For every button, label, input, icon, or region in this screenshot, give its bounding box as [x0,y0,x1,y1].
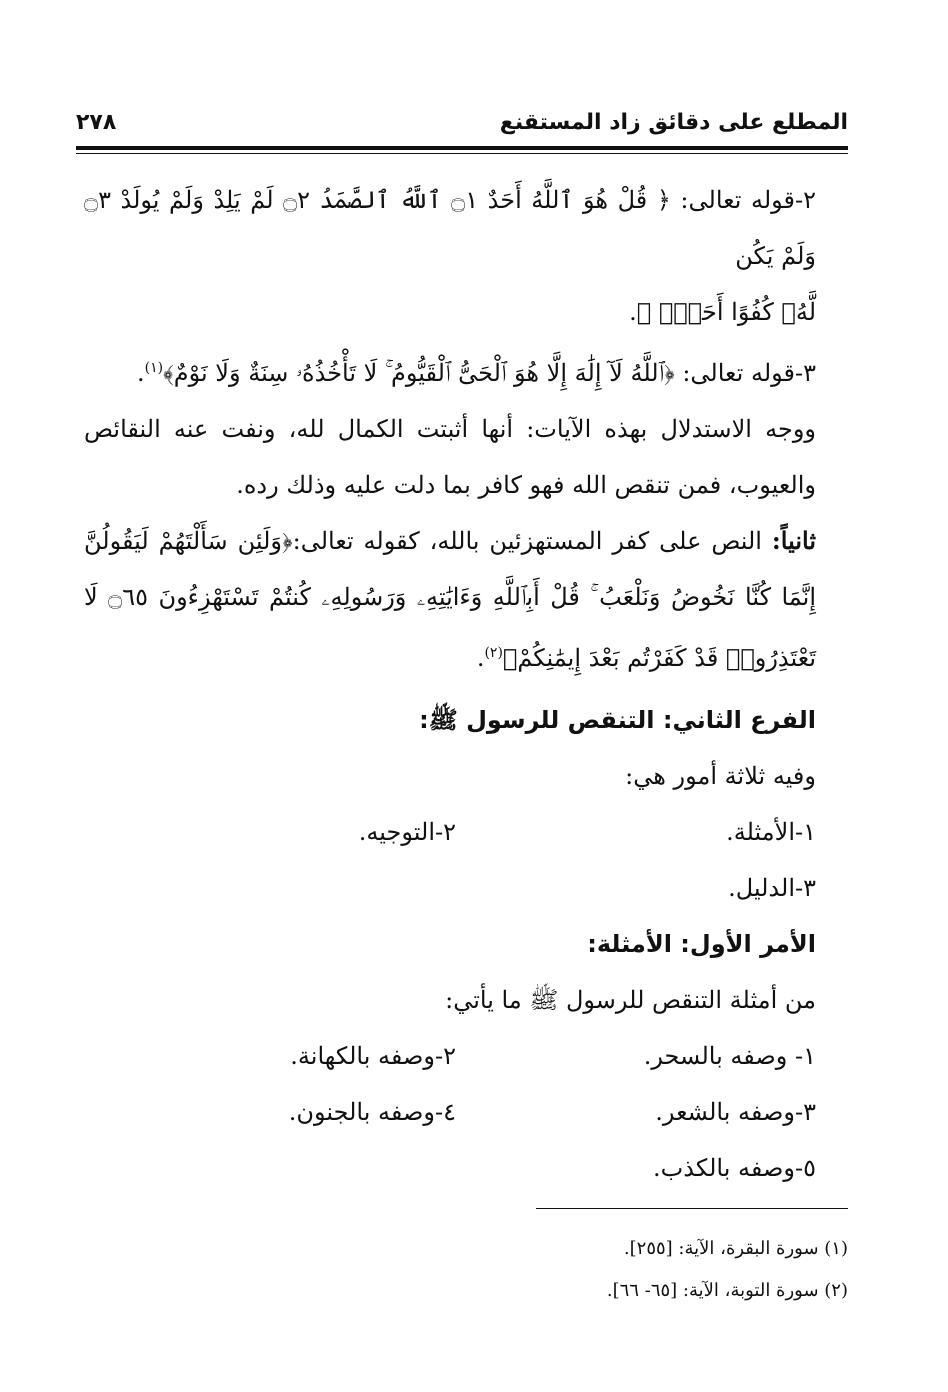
second-label: ثانياً: [771,526,816,555]
footnote-ref-2: (٢) [484,645,503,661]
page-header [76,108,848,148]
list-item-2: ٢-التوجيه. [358,818,456,846]
branch-heading: الفرع الثاني: التنقص للرسول ﷺ: [419,706,816,734]
footnote-divider [536,1208,848,1209]
footnote-2: (٢) سورة التوبة، الآية: [٦٥- ٦٦]. [606,1280,848,1301]
first-matter-heading: الأمر الأول: الأمثلة: [587,930,816,958]
example-item-2: ٢-وصفه بالكهانة. [290,1042,456,1070]
second-paragraph [84,513,816,686]
item3-end: . [136,359,145,387]
footnotes [200,1228,848,1312]
item2-line1: ٢-قوله تعالى: ﴿ قُلْ هُوَ ٱللَّهُ أَحَدٌ ۝١ ٱللَّهُ ٱلصَّمَدُ ۝٢ لَمْ يَلِدْ وَلَمْ يُولَدْ ۝٣ وَلَمْ يَكُن [84,186,817,270]
second-text: النص على كفر المستهزئين بالله، كقوله تعالى:﴿وَلَئِن سَأَلْتَهُمْ لَيَقُولُنَّ إِنَّمَا كُنَّا نَخُوضُ وَنَلْعَبُ ۚ قُلْ أَبِٱللَّهِ وَءَايَٰتِهِۦ وَرَسُولِهِۦ كُنتُمْ تَسْتَهْزِءُونَ ۝٦٥ لَا تَعْتَذِرُوا۟ قَدْ كَفَرْتُم بَعْدَ إِيمَٰنِكُمْ﴾ [84,527,816,672]
footnote-ref-1: (١) [144,360,164,376]
book-title: المطلع على دقائق زاد المستقنع [499,110,848,135]
item2-line2: لَّهُۥ كُفُوًا أَحَدٌۢ ﴾. [629,298,816,326]
example-item-5: ٥-وصفه بالكذب. [653,1154,816,1182]
page-body [84,172,816,1196]
branch-intro: وفيه ثلاثة أمور هي: [625,762,816,790]
item3-text: ٣-قوله تعالى: ﴿ٱللَّهُ لَآ إِلَٰهَ إِلَّا هُوَ ٱلْحَىُّ ٱلْقَيُّومُ ۚ لَا تَأْخُذُهُۥ سِنَةٌ وَلَا نَوْمٌ﴾ [163,359,816,387]
example-item-1: ١- وصفه بالسحر. [643,1042,816,1070]
second-end: . [476,644,485,672]
header-rule-thin [76,153,848,154]
examples-row-1 [84,1028,816,1084]
example-item-3: ٣-وصفه بالشعر. [655,1098,816,1126]
examples-intro: من أمثلة التنقص للرسول ﷺ ما يأتي: [445,986,816,1014]
item3 [84,340,816,401]
list-item-3: ٣-الدليل. [728,874,816,902]
header-rule-thick [76,146,848,150]
reasoning-paragraph: ووجه الاستدلال بهذه الآيات: أنها أثبتت الكمال لله، ونفت عنه النقائص والعيوب، فمن تنقص الله فهو كافر بما دلت عليه وذلك رده. [84,415,816,499]
page-number: ٢٧٨ [76,110,117,135]
list-row-1 [84,804,816,860]
example-item-4: ٤-وصفه بالجنون. [288,1098,456,1126]
list-item-1: ١-الأمثلة. [726,818,816,846]
footnote-1: (١) سورة البقرة، الآية: [٢٥٥]. [623,1238,848,1259]
examples-row-2 [84,1084,816,1140]
